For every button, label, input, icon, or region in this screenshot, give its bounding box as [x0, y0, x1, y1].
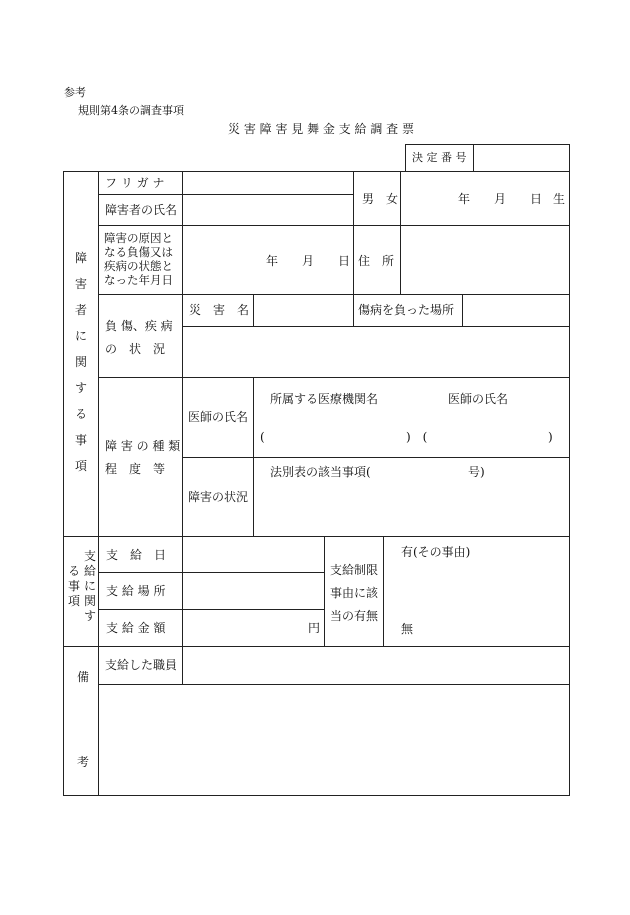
name-label: 障害者の氏名	[105, 203, 178, 217]
doctor-name-row-label: 医師の氏名	[188, 410, 249, 424]
rule-label: 規則第4条の調査事項	[78, 104, 184, 117]
cause-date-month-label: 月	[302, 254, 315, 268]
cause-date-label: 障害の原因となる負傷又は疾病の状態となった年月日	[104, 231, 173, 287]
pay-place-field[interactable]	[186, 579, 320, 603]
pay-place-label: 支 給 場 所	[106, 584, 166, 598]
disaster-name-label: 災 害 名	[189, 303, 250, 317]
furigana-field[interactable]	[186, 175, 348, 191]
birth-month-label: 月	[494, 192, 507, 206]
table-item-suffix: 号)	[468, 465, 485, 479]
medical-institution-field[interactable]	[270, 427, 400, 445]
injury-status-label-line2: の 状 況	[105, 342, 166, 356]
disability-type-label-line2: 程 度 等	[105, 462, 166, 476]
decision-number-field[interactable]	[480, 152, 565, 166]
disability-type-label-line1: 障 害 の 種 類	[105, 439, 181, 453]
injury-place-field[interactable]	[466, 300, 564, 320]
restriction-no-label[interactable]: 無	[401, 622, 414, 636]
remarks-field[interactable]	[102, 690, 564, 790]
birth-suffix-label: 生	[553, 192, 566, 206]
medical-institution-label: 所属する医療機関名	[270, 392, 379, 406]
pay-date-field[interactable]	[186, 543, 320, 567]
paren-middle: ) (	[406, 430, 428, 444]
cause-date-year-label: 年	[266, 254, 279, 268]
injury-place-label: 傷病を負った場所	[358, 303, 455, 317]
table-item-field[interactable]	[376, 462, 462, 480]
furigana-label: フ リ ガ ナ	[105, 176, 165, 190]
decision-number-label: 決 定 番 号	[412, 151, 467, 164]
pay-amount-field[interactable]	[186, 616, 304, 640]
injury-status-label-line1: 負 傷、疾 病	[105, 319, 173, 333]
section-payment-label-col1b: に関す	[83, 579, 96, 623]
name-field[interactable]	[186, 200, 348, 220]
address-label: 住 所	[358, 254, 395, 268]
page-title: 災 害 障 害 見 舞 金 支 給 調 査 票	[228, 122, 414, 136]
paren-open: (	[260, 430, 265, 444]
pay-amount-label: 支 給 金 額	[106, 621, 166, 635]
sex-label[interactable]: 男 女	[362, 192, 399, 206]
remarks-label-top: 備	[77, 670, 90, 684]
yen-unit: 円	[308, 621, 321, 635]
section-payment-label-col1: 支給	[83, 549, 96, 578]
address-field[interactable]	[404, 232, 564, 288]
section-payment-label-col2: る事項	[67, 564, 80, 608]
cause-date-day-label: 日	[338, 254, 351, 268]
restriction-label: 支給制限事由に該当の有無	[330, 563, 379, 623]
reference-label: 参考	[64, 86, 86, 99]
restriction-yes-label[interactable]: 有(その事由)	[401, 545, 471, 559]
birth-year-label: 年	[458, 192, 471, 206]
birth-day-label: 日	[530, 192, 543, 206]
disability-status-label: 障害の状況	[188, 490, 249, 504]
pay-date-label: 支 給 日	[106, 548, 167, 562]
disaster-name-field[interactable]	[258, 300, 348, 320]
staff-label: 支給した職員	[105, 658, 178, 672]
doctor-fullname-field[interactable]	[440, 427, 540, 445]
doctor-fullname-label: 医師の氏名	[448, 392, 509, 406]
remarks-label-bottom: 考	[77, 755, 90, 769]
table-item-label: 法別表の該当事項(	[270, 465, 371, 479]
section-disabled-person-label: 障害者に関する事項	[74, 251, 87, 473]
injury-status-field[interactable]	[186, 332, 564, 372]
paren-close: )	[548, 430, 553, 444]
staff-field[interactable]	[186, 652, 564, 678]
